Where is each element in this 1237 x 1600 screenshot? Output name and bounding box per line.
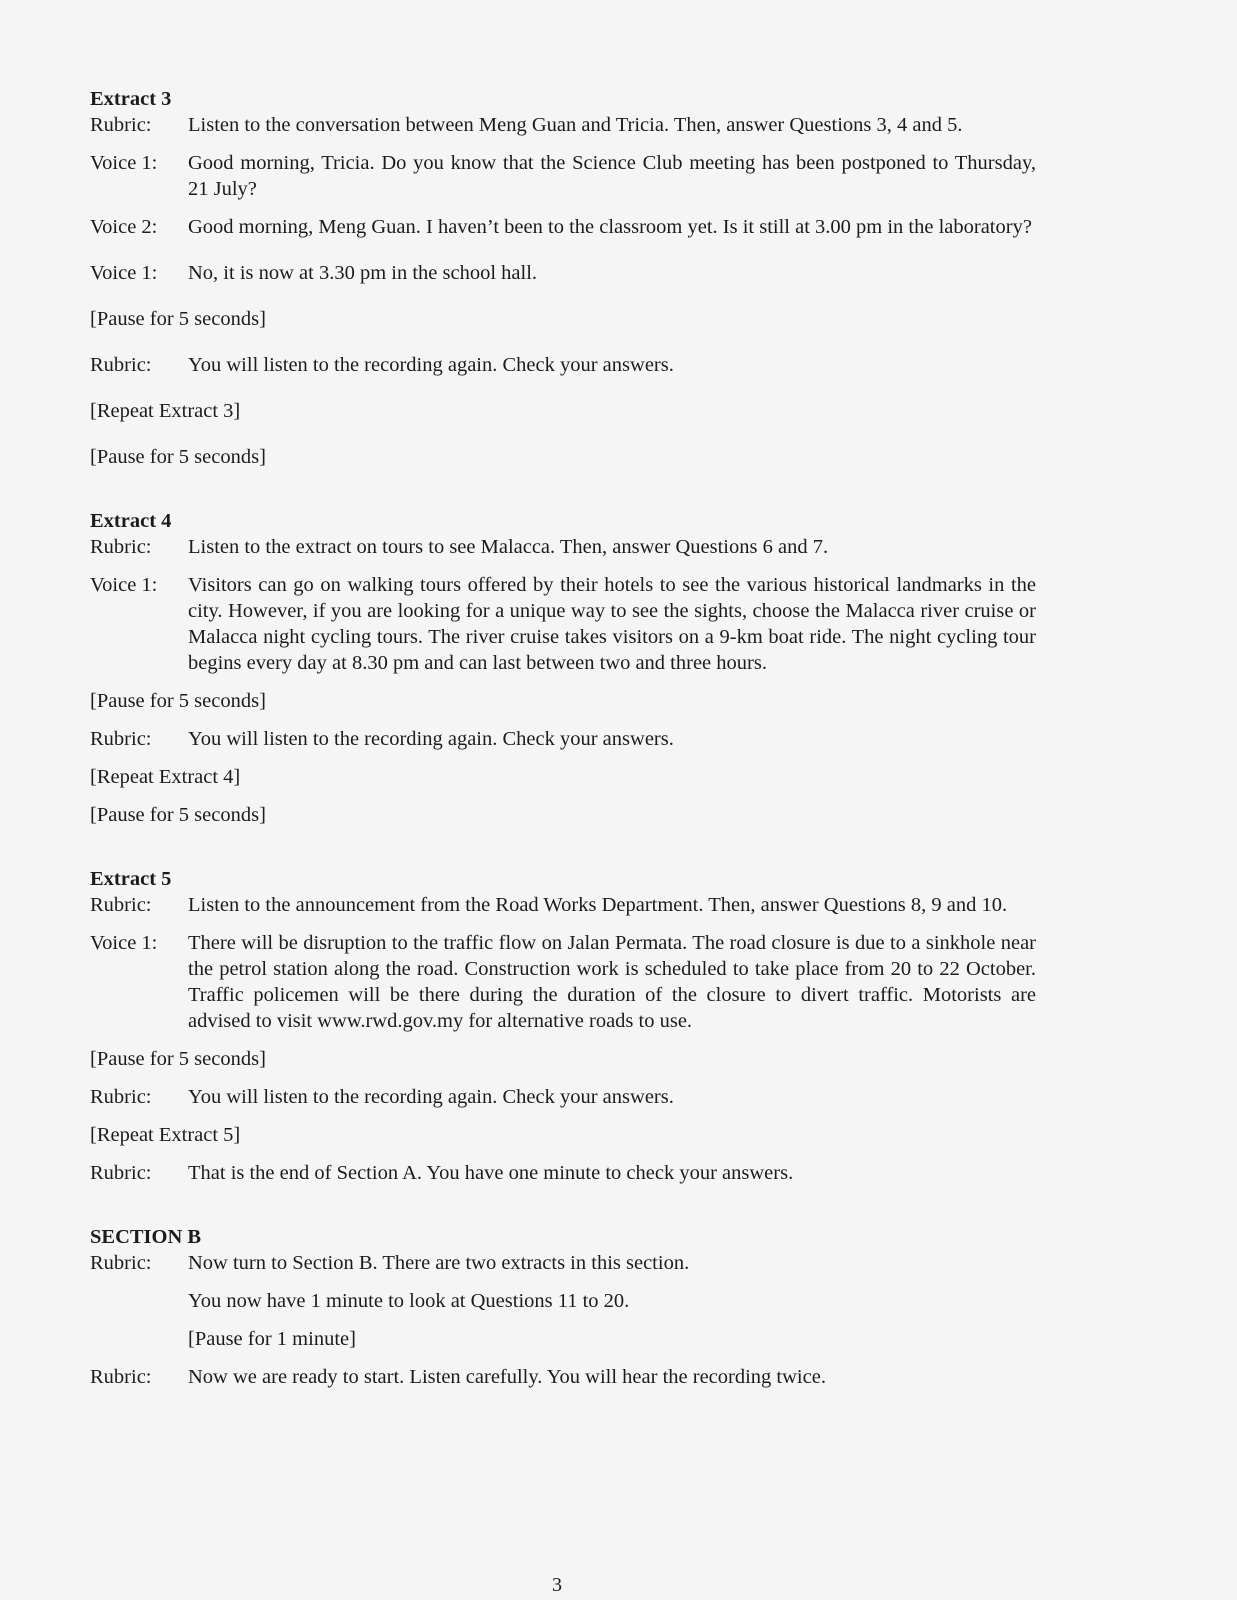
pause-instruction: [Pause for 5 seconds] [90, 308, 266, 330]
section-b-rubric-start [90, 1364, 1036, 1390]
rubric-text: You will listen to the recording again. Check your answers. [188, 728, 674, 750]
extract-3-voice-line [90, 260, 1036, 286]
extract-4-rubric [90, 534, 1036, 560]
section-b-rubric [90, 1250, 1036, 1276]
rubric-label: Rubric: [90, 728, 152, 750]
pause-instruction: [Pause for 1 minute] [188, 1328, 356, 1350]
extract-3-heading: Extract 3 [90, 88, 172, 110]
section-b-heading: SECTION B [90, 1226, 202, 1248]
rubric-label: Rubric: [90, 354, 152, 376]
voice-text: Visitors can go on walking tours offered by their hotels to see the various historical landmarks in the city. However, if you are looking for a unique way to see the sights, choose the Malacca river cruise or Malacca night cycling tours. The river cruise takes visitors on a 9-km boat ride. The night cycling tour begins every day at 8.30 pm and can last between two and three hours. [188, 574, 1036, 674]
rubric-label: Rubric: [90, 114, 152, 136]
rubric-text: Listen to the announcement from the Road Works Department. Then, answer Questions 8, 9 and 10. [188, 894, 1008, 916]
extract-4-heading: Extract 4 [90, 510, 172, 532]
rubric-text: Now turn to Section B. There are two extracts in this section. [188, 1252, 690, 1274]
repeat-instruction: [Repeat Extract 5] [90, 1124, 241, 1146]
repeat-instruction: [Repeat Extract 3] [90, 400, 241, 422]
pause-instruction: [Pause for 5 seconds] [90, 1048, 266, 1070]
voice-text: There will be disruption to the traffic flow on Jalan Permata. The road closure is due to a sinkhole near the petrol station along the road. Construction work is scheduled to take place from 20 to 22 October. Traffic policemen will be there during the duration of the closure to divert traffic. Motorists are advised to visit www.rwd.gov.my for alternative roads to use. [188, 932, 1036, 1032]
section-b-instruction: You now have 1 minute to look at Questions 11 to 20. [188, 1290, 630, 1312]
pause-instruction: [Pause for 5 seconds] [90, 690, 266, 712]
rubric-text: Now we are ready to start. Listen carefully. You will hear the recording twice. [188, 1366, 826, 1388]
rubric-text: You will listen to the recording again. Check your answers. [188, 1086, 674, 1108]
rubric-text: Listen to the extract on tours to see Malacca. Then, answer Questions 6 and 7. [188, 536, 829, 558]
extract-3-rubric [90, 112, 1036, 138]
rubric-text: You will listen to the recording again. Check your answers. [188, 354, 674, 376]
extract-5-rubric-end [90, 1160, 1036, 1186]
rubric-label: Rubric: [90, 1366, 152, 1388]
rubric-label: Rubric: [90, 1162, 152, 1184]
voice-label: Voice 1: [90, 932, 158, 954]
voice-label: Voice 1: [90, 574, 158, 596]
rubric-label: Rubric: [90, 1252, 152, 1274]
rubric-label: Rubric: [90, 536, 152, 558]
repeat-instruction: [Repeat Extract 4] [90, 766, 241, 788]
extract-4-rubric-again [90, 726, 1036, 752]
voice-label: Voice 1: [90, 262, 158, 284]
extract-4-voice-line [90, 572, 1036, 676]
pause-instruction: [Pause for 5 seconds] [90, 446, 266, 468]
voice-text: Good morning, Tricia. Do you know that the Science Club meeting has been postponed to Thursday, 21 July? [188, 152, 1036, 200]
transcript-content [90, 86, 1036, 1390]
rubric-label: Rubric: [90, 1086, 152, 1108]
rubric-label: Rubric: [90, 894, 152, 916]
voice-label: Voice 2: [90, 216, 158, 238]
pause-instruction: [Pause for 5 seconds] [90, 804, 266, 826]
voice-text: No, it is now at 3.30 pm in the school hall. [188, 262, 538, 284]
extract-3-voice-line [90, 214, 1036, 240]
voice-text: Good morning, Meng Guan. I haven’t been to the classroom yet. Is it still at 3.00 pm in the laboratory? [188, 216, 1032, 238]
voice-label: Voice 1: [90, 152, 158, 174]
extract-5-rubric-again [90, 1084, 1036, 1110]
rubric-text: That is the end of Section A. You have one minute to check your answers. [188, 1162, 794, 1184]
extract-3-voice-line [90, 150, 1036, 202]
extract-5-heading: Extract 5 [90, 868, 172, 890]
rubric-text: Listen to the conversation between Meng Guan and Tricia. Then, answer Questions 3, 4 and 5. [188, 114, 963, 136]
extract-3-rubric-again [90, 352, 1036, 378]
page-number: 3 [552, 1574, 562, 1596]
extract-5-rubric [90, 892, 1036, 918]
extract-5-voice-line [90, 930, 1036, 1034]
